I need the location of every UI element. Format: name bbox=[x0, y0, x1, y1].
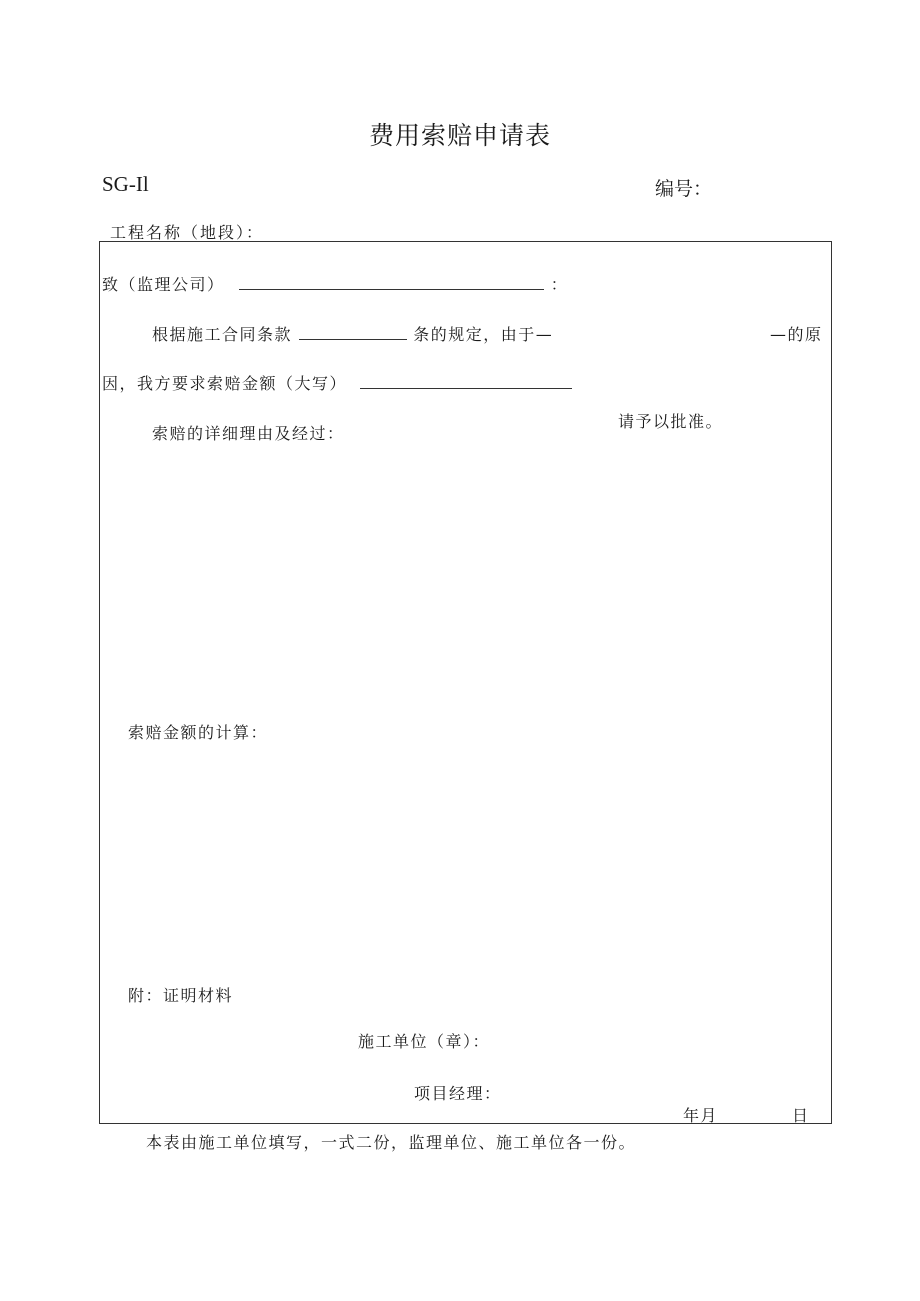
claim-amount-label: 因，我方要求索赔金额（大写） bbox=[102, 374, 348, 393]
form-code: SG-Il bbox=[102, 172, 149, 196]
project-name-label: 工程名称（地段）： bbox=[110, 223, 265, 242]
attachment-label: 附：证明材料 bbox=[128, 986, 234, 1005]
amount-calc-label: 索赔金额的计算： bbox=[128, 723, 269, 742]
contractor-seal-label: 施工单位（章）： bbox=[358, 1032, 491, 1051]
form-number-label: 编号： bbox=[655, 178, 713, 200]
footer-note: 本表由施工单位填写，一式二份，监理单位、施工单位各一份。 bbox=[146, 1133, 637, 1152]
detail-reason-label: 索赔的详细理由及经过： bbox=[152, 424, 345, 443]
date-year-month: 年月 bbox=[683, 1106, 719, 1125]
reason-end-text: —的原 bbox=[770, 325, 823, 344]
date-day: 日 bbox=[792, 1106, 810, 1125]
claim-amount-blank[interactable] bbox=[360, 374, 572, 389]
to-supervisor-colon: ： bbox=[550, 275, 569, 294]
form-title: 费用索赔申请表 bbox=[368, 121, 551, 150]
clause-number-blank[interactable] bbox=[299, 325, 407, 340]
claim-amount-line bbox=[102, 371, 572, 394]
clause-label: 根据施工合同条款 bbox=[152, 325, 293, 344]
clause-rule-text: 条的规定，由于— bbox=[413, 325, 554, 344]
supervisor-company-blank[interactable] bbox=[239, 275, 544, 290]
clause-line bbox=[152, 322, 553, 345]
project-manager-label: 项目经理： bbox=[414, 1084, 502, 1103]
to-supervisor-line bbox=[102, 272, 568, 295]
to-supervisor-label: 致（监理公司） bbox=[102, 275, 225, 294]
approve-request-text: 请予以批准。 bbox=[618, 412, 724, 431]
